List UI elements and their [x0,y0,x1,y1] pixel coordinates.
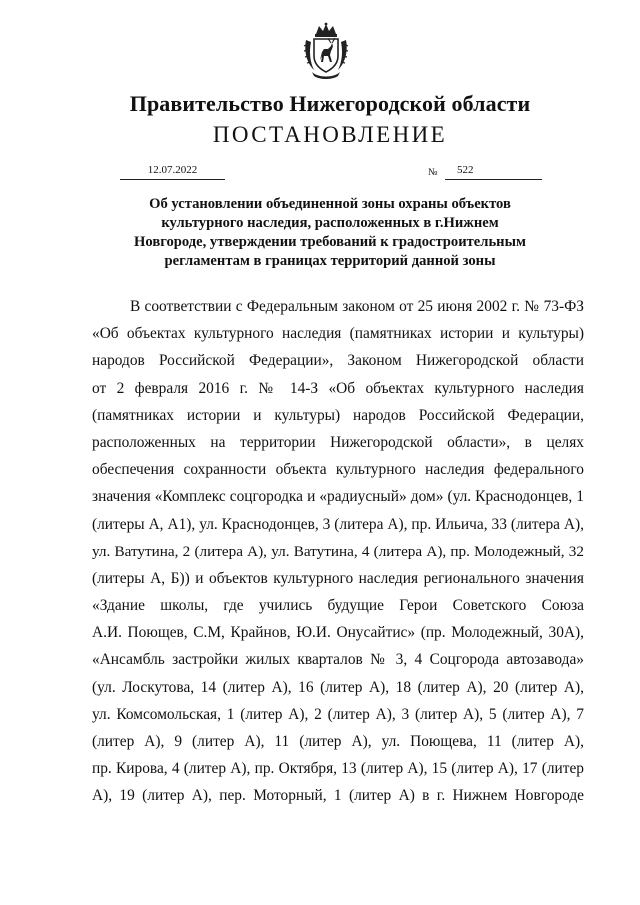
document-number: 522 [457,164,474,176]
body-line: расположенных на территории Нижегородской области», в целях [92,433,584,451]
body-line: (литер А), 9 (литер А), 11 (литер А), ул. Поющева, 11 (литер А), [92,733,584,750]
coat-of-arms-icon [302,22,350,80]
body-line: (памятниках истории и культуры) народов Российской Федерации, [92,406,584,424]
body-line: ул. Ватутина, 2 (литера А), ул. Ватутина, 4 (литера А), пр. Молодежный, 32 [92,542,584,560]
body-line: (литеры А, Б)) и объектов культурного наследия регионального значения [92,569,584,587]
body-line: В соответствии с Федеральным законом от 25 июня 2002 г. № 73-ФЗ [130,298,584,315]
subject-line: культурного наследия, расположенных в г.Нижнем [161,215,499,231]
subject-line: Об установлении объединенной зоны охраны объектов [149,196,511,212]
government-title: Правительство Нижегородской области [129,91,531,116]
subject-line: регламентам в границах территорий данной зоны [164,253,496,269]
body-line: «Здание школы, где учились будущие Герои Советского Союза [92,597,584,615]
body-line: пр. Кирова, 4 (литер А), пр. Октября, 13 (литер А), 15 (литер А), 17 (литер [92,760,584,778]
document-date: 12.07.2022 [120,164,225,180]
body-line: «Об объектах культурного наследия (памятниках истории и культуры) [92,325,584,343]
body-line: А), 19 (литер А), пер. Моторный, 1 (литер А) в г. Нижнем Новгороде [92,787,584,805]
document-body [92,293,584,810]
body-line: (литеры А, А1), ул. Краснодонцев, 3 (литера А), пр. Ильича, 33 (литера А), [92,515,584,533]
document-type: ПОСТАНОВЛЕНИЕ [212,122,448,147]
body-line: (ул. Лоскутова, 14 (литер А), 16 (литер А), 18 (литер А), 20 (литер А), [92,678,584,696]
body-line: от 2 февраля 2016 г. № 14-З «Об объектах культурного наследия [92,379,584,397]
body-line: А.И. Поющев, С.М, Крайнов, Ю.И. Онусайтис» (пр. Молодежный, 30А), [92,624,584,642]
body-line: обеспечения сохранности объекта культурного наследия федерального [92,461,584,479]
body-line: значения «Комплекс соцгородка и «радиусный» дом» (ул. Краснодонцев, 1 [92,488,584,506]
body-line: народов Российской Федерации», Законом Нижегородской области [92,352,584,370]
subject-line: Новгороде, утверждении требований к градостроительным [134,234,526,250]
document-number-field [445,164,542,180]
number-label: № [428,167,438,178]
body-line: ул. Комсомольская, 1 (литер А), 2 (литер А), 3 (литер А), 5 (литер А), 7 [92,705,584,723]
body-line: «Ансамбль застройки жилых кварталов № 3, 4 Соцгорода автозавода» [92,651,584,669]
document-subject [110,195,550,271]
